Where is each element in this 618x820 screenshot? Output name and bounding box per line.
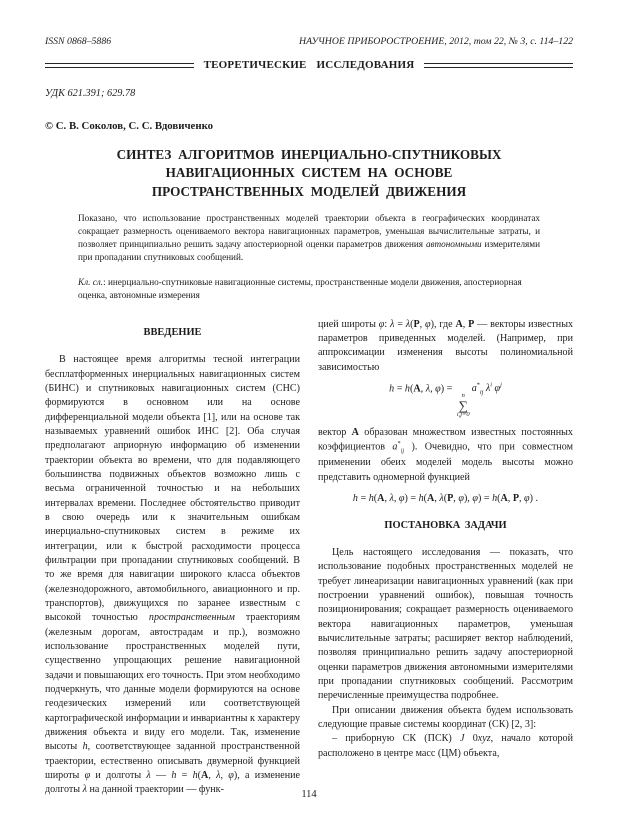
formula-height-composite: h = h(A, λ, φ) = h(A, λ(P, φ), φ) = h(A, P, φ) .: [352, 493, 539, 505]
sigma-icon: ∑: [458, 398, 468, 414]
vector-a-paragraph: вектор A образован множеством известных постоянных коэффициентов $a^*_{ij}$ ). Очевидно, что при совместном применении обеих моделей модель высоты можно представить одномерной функцией: [318, 426, 573, 483]
column-right: [318, 318, 573, 798]
banner-rule-right: [424, 63, 573, 68]
running-header: [45, 36, 573, 47]
goal-paragraph: Цель настоящего исследования — показать, что использование подобных пространственных моделей не требует линеаризации навигационных уравнений (как при построении уравнений ошибок), повышая точность позиционирования; сокращает размерность оцениваемого вектора навигационных параметров, уменьшая вычислительные затраты; расширяет вектор наблюдений, позволяя принципиально решить задачу апостериорной оценки параметров движения автономными измерителями при пропадании спутниковых сообщений. Рассмотрим перечисленные преимущества подробнее.: [318, 547, 573, 702]
formula-lhs: h = h(A, λ, φ) =: [389, 383, 455, 395]
udk-code: УДК 621.391; 629.78: [45, 88, 136, 99]
sum-upper-limit: n: [461, 391, 465, 399]
sum-lower-limit: i,j=0: [456, 411, 470, 419]
journal-issn: ISSN 0868–5886: [45, 36, 112, 47]
keywords-text: Кл. сл.: инерциально-спутниковые навигационные системы, пространственные модели движения, апостериорная оценка, автономные измерения: [78, 277, 522, 300]
coordinate-systems-paragraph: При описании движения объекта будем использовать следующие правые системы координат (СК) [2, 3]:: [318, 704, 573, 731]
journal-reference: НАУЧНОЕ ПРИБОРОСТРОЕНИЕ, 2012, том 22, № 3, с. 114–122: [299, 36, 573, 47]
instrument-frame-item: – приборную СК (ПСК) J 0xyz, начало которой расположено в центре масс (ЦМ) объекта,: [318, 733, 573, 759]
title-line-1: СИНТЕЗ АЛГОРИТМОВ ИНЕРЦИАЛЬНО-СПУТНИКОВЫХ: [116, 147, 502, 162]
sum-operator: [457, 393, 470, 419]
abstract-text: Показано, что использование пространственных моделей траектории объекта в географических координатах сокращает размерность оцениваемого вектора навигационных параметров, уменьшая вычислительные затраты, и позволяет принципиально решить задачу апостериорной оценки параметров движения автономными измерителями при пропадании спутниковых сообщений.: [78, 213, 540, 262]
banner-rule-left: [45, 63, 194, 68]
title-line-3: ПРОСТРАНСТВЕННЫХ МОДЕЛЕЙ ДВИЖЕНИЯ: [151, 183, 467, 199]
introduction-heading: ВВЕДЕНИЕ: [143, 326, 202, 338]
page-number: 114: [301, 789, 317, 800]
problem-statement-heading: ПОСТАНОВКА ЗАДАЧИ: [384, 520, 507, 532]
introduction-paragraph: В настоящее время алгоритмы тесной интеграции бесплатформенных инерциальных навигационных систем (БИНС) и спутниковых навигационных систем (СНС) формируются в основном или на основе дифференциальной модели объекта [1], или на основе так называемых уравнений ошибок ИНС [2]. Оба случая предполагают априорную информацию об изменении траектории объекта во времени, что для подавляющего большинства подвижных объектов возможно лишь с весьма ограниченной точностью и на небольших интервалах времени. Последнее обстоятельство приводит в свою очередь или к значительным ошибкам инерциально-спутниковых систем в режиме их интеграции, или к быстрой расходимости процесса фильтрации при пропадании спутниковых сообщений. В то же время для навигации широкого класса объектов (железнодорожного, автомобильного, авиационного и пр. транспортов), движущихся по заранее известным с высокой точностью пространственным траекториям (железным дорогам, автострадам и пр.), возможно использование пространственных моделей пути, существенно упрощающих решение навигационной задачи и повышающих его точность. При этом необходимо подчеркнуть, что данные модели формируются на основе геодезических измерений или соответствующей картографической информации и инвариантны к характеру движения объекта и виду его модели. Так, изменение высоты h, соответствующее заданной пространственной траектории, естественно описывать двумерной функцией широты φ и долготы λ — h = h(A, λ, φ), а изменение долготы λ на данной траектории — функ-: [45, 354, 301, 796]
section-banner: [45, 59, 573, 71]
formula-height-polynomial: [318, 382, 573, 419]
continuation-paragraph: цией широты φ: λ = λ(P, φ), где A, P — векторы известных параметров приведенных моделей. (Например, при аппроксимации изменения высоты полиномиальной зависимостью: [318, 318, 574, 373]
title-line-2: НАВИГАЦИОННЫХ СИСТЕМ НА ОСНОВЕ: [165, 165, 453, 181]
column-left: [45, 318, 300, 798]
formula-rhs: $a^*_{ij}$ $\lambda^i$ $\varphi^j$: [471, 381, 502, 397]
section-banner-title: ТЕОРЕТИЧЕСКИЕ ИССЛЕДОВАНИЯ: [203, 59, 415, 71]
article-title: [45, 146, 573, 201]
two-column-body: [45, 318, 573, 798]
authors-line: © С. В. Соколов, С. С. Вдовиченко: [45, 120, 214, 132]
